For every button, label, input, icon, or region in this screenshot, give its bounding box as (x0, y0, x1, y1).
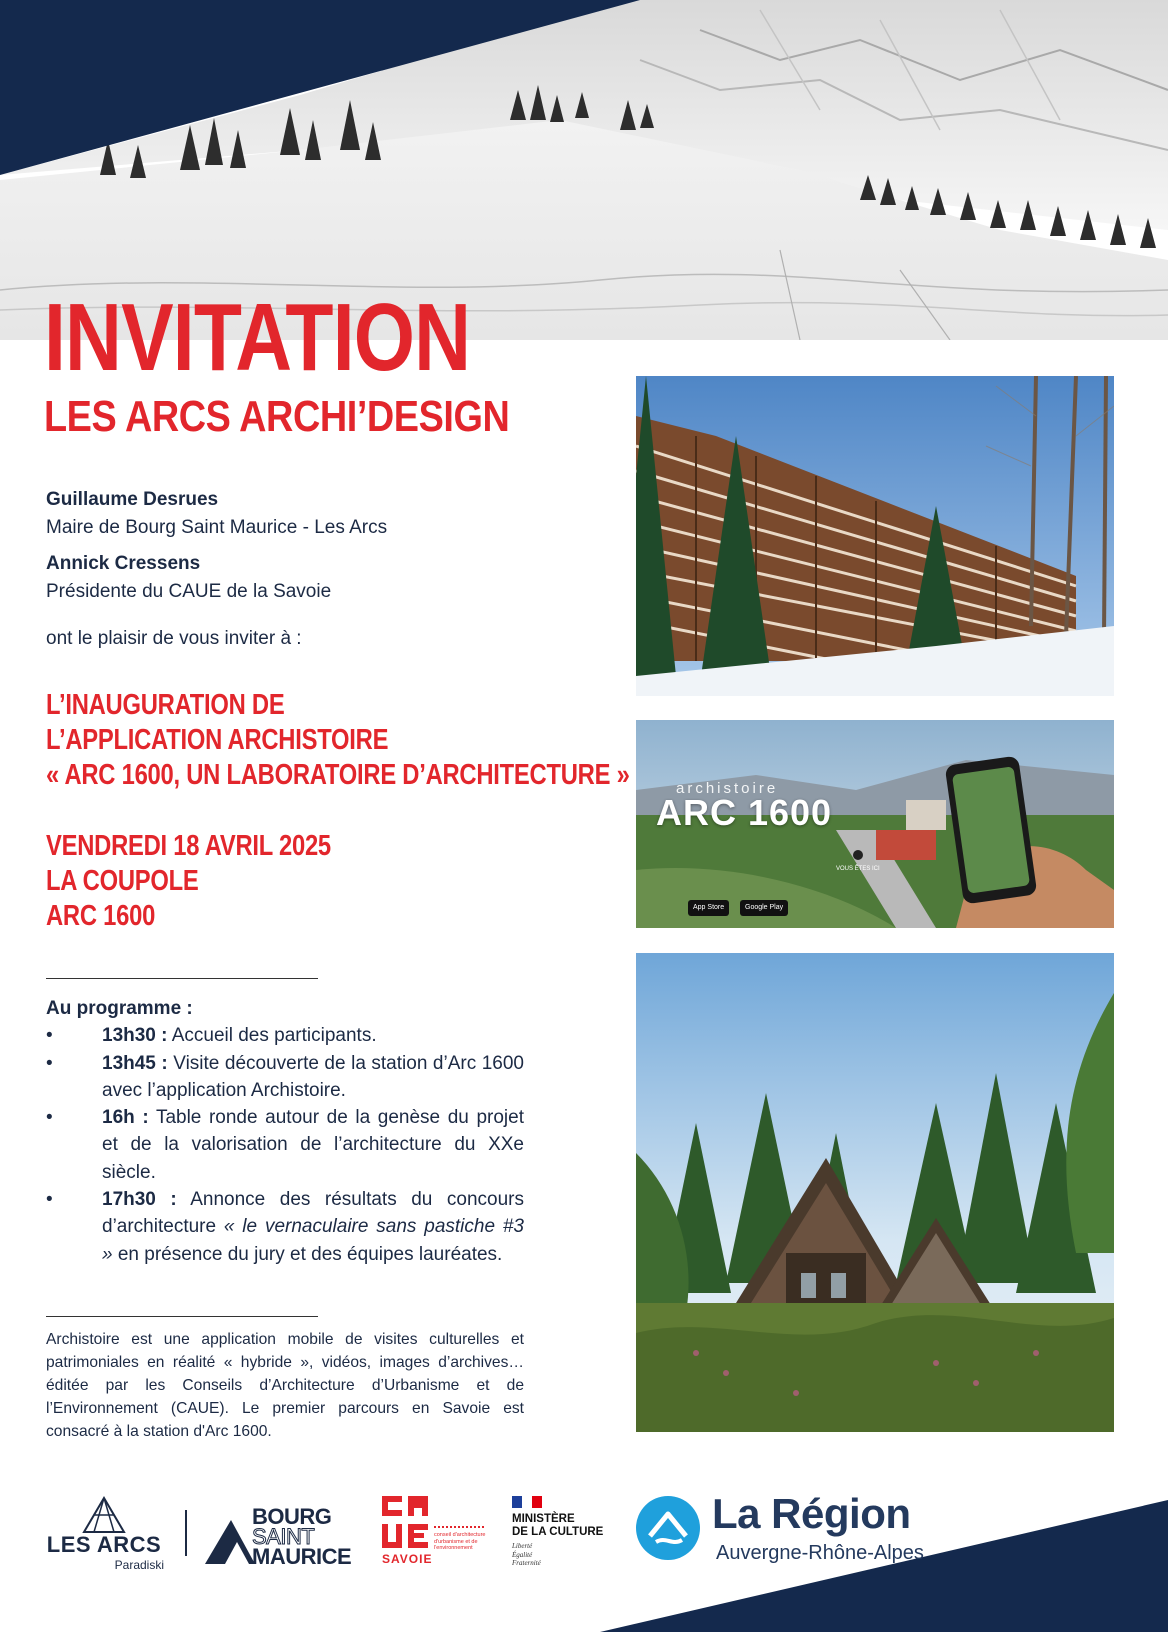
program-text: Annonce des résultats du concours d’architecture (102, 1189, 524, 1238)
host-name: Annick Cressens (46, 553, 201, 574)
program-item (46, 1186, 524, 1268)
bsm-line: MAURICE (252, 1544, 352, 1569)
app-store-badge: App Store (688, 900, 729, 916)
french-flag-icon (512, 1496, 542, 1508)
program-text: Table ronde autour de la genèse du projet et de la valorisation de l’architecture du XXe siècle. (102, 1107, 524, 1183)
caue-full-name: conseil d'architecture d'urbanisme et de l'environnement (434, 1532, 486, 1551)
program-list (46, 1022, 524, 1268)
ministere-culture-logo (512, 1496, 622, 1566)
event-title (46, 688, 630, 793)
google-play-badge: Google Play (740, 900, 788, 916)
republic-motto (512, 1542, 541, 1568)
host-name: Guillaume Desrues (46, 489, 219, 510)
program-section (46, 995, 524, 1268)
program-contest-title: « le vernaculaire sans pastiche #3 » (102, 1216, 524, 1265)
caue-savoie-logo (382, 1496, 487, 1566)
archistoire-description: Archistoire est une application mobile de visites culturelles et patrimoniales en réalité « hybride », vidéos, images d’archives… éditée par les Conseils d’Architecture d’Urbanisme et de l’Environnement (CAUE). Le premier parcours en Savoie est consacré à la station d'Arc 1600. (46, 1331, 524, 1440)
divider (46, 1316, 318, 1317)
host-role: Présidente du CAUE de la Savoie (46, 581, 332, 602)
bsm-line: BOURG (252, 1504, 332, 1529)
bourg-saint-maurice-logo (205, 1506, 355, 1568)
region-emblem (636, 1496, 700, 1560)
event-title-line: L’INAUGURATION DE (46, 689, 285, 721)
host-role: Maire de Bourg Saint Maurice - Les Arcs (46, 517, 388, 538)
motto-line: Liberté (512, 1542, 533, 1550)
les-arcs-mountain-icon (44, 1496, 164, 1536)
program-item (46, 1104, 524, 1186)
bsm-mountain-icon (205, 1516, 255, 1566)
event-place: ARC 1600 (46, 900, 156, 932)
program-time: 13h45 : (102, 1052, 168, 1074)
logo-separator (185, 1510, 187, 1556)
event-title-line: L’APPLICATION ARCHISTOIRE (46, 724, 389, 756)
photo-arc1600-building (636, 376, 1114, 696)
bullet: • (46, 1189, 53, 1211)
invitation-title (44, 284, 564, 391)
event-venue: LA COUPOLE (46, 865, 199, 897)
invite-line: ont le plaisir de vous inviter à : (46, 628, 302, 649)
program-text: Accueil des participants. (167, 1025, 377, 1047)
event-date-location (46, 829, 331, 934)
paradiski-wordmark: Paradiski (114, 1558, 164, 1572)
archistoire-wordmark: archistoire (676, 780, 779, 797)
title-text: INVITATION (44, 284, 471, 391)
program-heading: Au programme : (46, 998, 193, 1019)
program-item (46, 1050, 524, 1105)
caue-savoie-wordmark: SAVOIE (382, 1552, 433, 1566)
ministere-line: MINISTÈRE (512, 1513, 575, 1525)
hosts-block (46, 486, 387, 606)
les-arcs-wordmark: LES ARCS (46, 1532, 162, 1557)
caue-letters-icon (382, 1496, 430, 1550)
bullet: • (46, 1107, 53, 1129)
bsm-line: SAINT (252, 1524, 315, 1549)
motto-line: Fraternité (512, 1559, 541, 1567)
region-mountain-icon (636, 1496, 700, 1560)
program-time: 17h30 : (102, 1189, 177, 1211)
program-time: 13h30 : (102, 1025, 168, 1047)
region-aura-logo (636, 1490, 946, 1570)
you-are-here-label: VOUS ÊTES ICI (836, 866, 880, 872)
ministere-line: DE LA CULTURE (512, 1526, 604, 1538)
event-date: VENDREDI 18 AVRIL 2025 (46, 830, 331, 862)
ministere-name (512, 1513, 603, 1539)
photo-archistoire-app (636, 720, 1114, 928)
program-time: 16h : (102, 1107, 149, 1129)
event-title-line: « ARC 1600, UN LABORATOIRE D’ARCHITECTURE » (46, 759, 630, 791)
program-item (46, 1022, 524, 1049)
caue-dotted-line (434, 1526, 486, 1528)
event-series-subtitle: LES ARCS ARCHI’DESIGN (44, 392, 510, 441)
program-text: en présence du jury et des équipes lauréates. (112, 1243, 503, 1265)
les-arcs-logo (44, 1496, 164, 1580)
divider (46, 978, 318, 979)
arc1600-wordmark: ARC 1600 (656, 792, 833, 833)
motto-line: Égalité (512, 1550, 533, 1559)
photo-chalet-forest (636, 953, 1114, 1432)
region-wordmark: La Région (712, 1490, 911, 1537)
bullet: • (46, 1025, 53, 1047)
program-text: Visite découverte de la station d’Arc 1600 avec l’application Archistoire. (102, 1052, 524, 1101)
region-subtitle: Auvergne-Rhône-Alpes (716, 1542, 924, 1564)
bullet: • (46, 1052, 53, 1074)
